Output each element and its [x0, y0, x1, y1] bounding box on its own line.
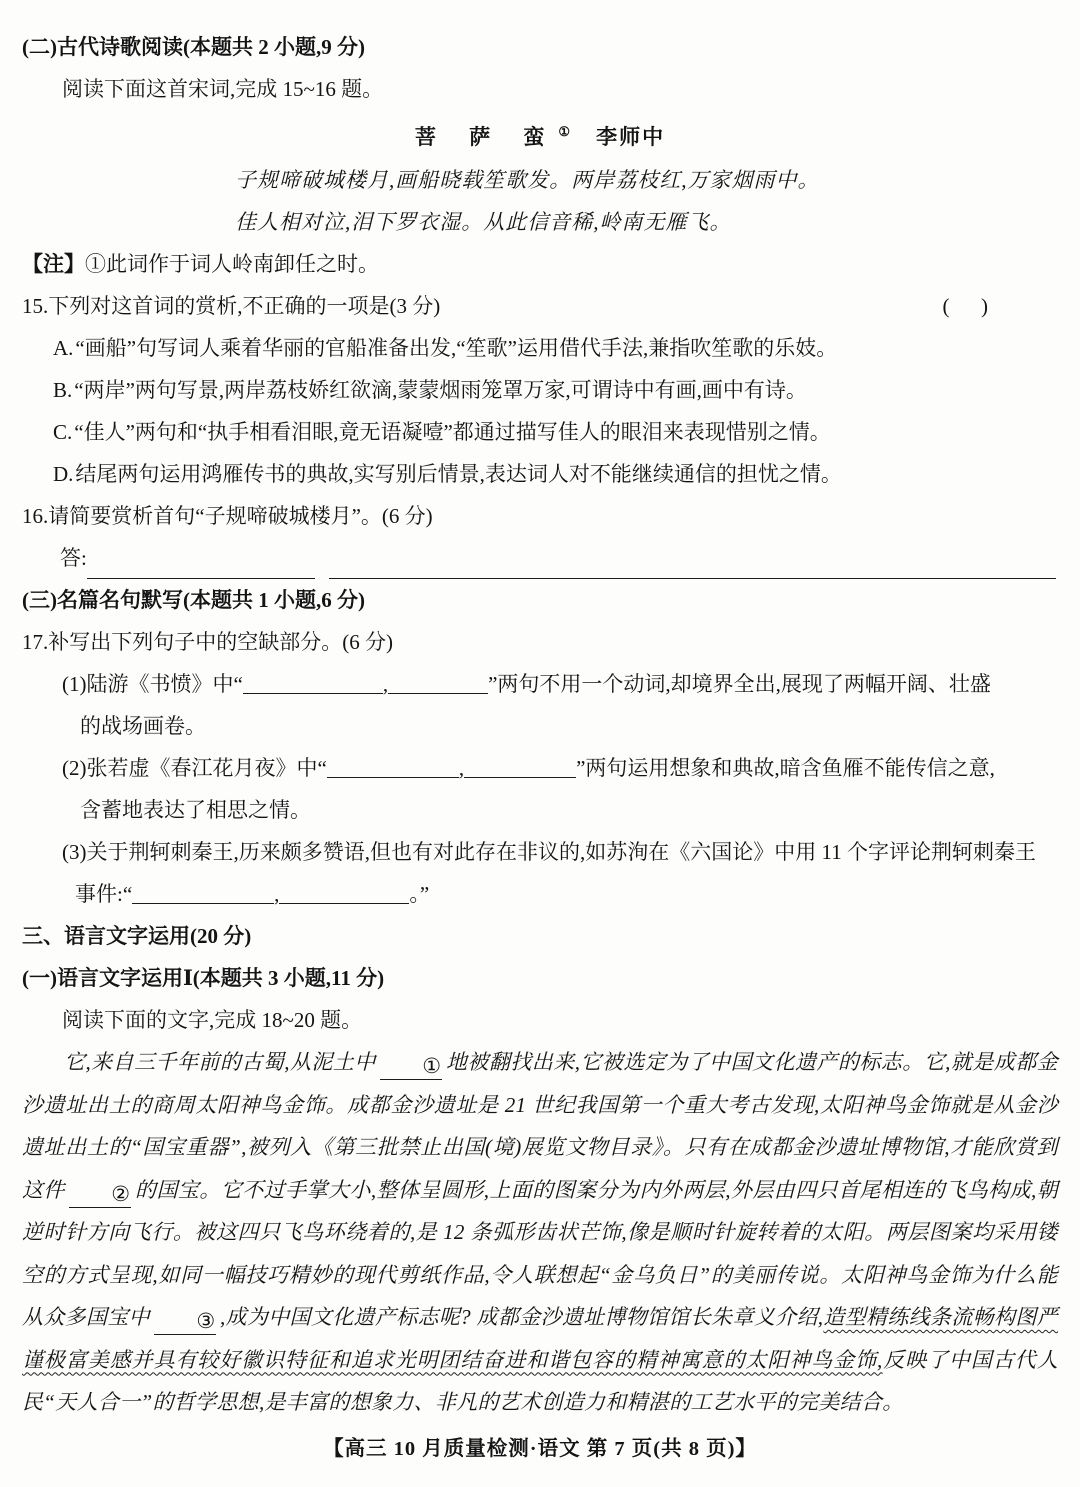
- q17-item-1-comma: ,: [382, 672, 389, 696]
- circled-blank-3: ③: [154, 1308, 216, 1335]
- question-15-stem-row: [22, 285, 1058, 327]
- poem-title-row: [22, 110, 1058, 159]
- answer-blank-line: [87, 544, 315, 579]
- poem-title: 菩 萨 蛮: [414, 125, 559, 149]
- q17-item-1-pre: (1)陆游《书愤》中“: [62, 672, 243, 696]
- option-a-text: “画船”句写词人乘着华丽的官船准备出发,“笙歌”运用借代手法,兼指吹笙歌的乐妓。: [75, 336, 838, 360]
- question-16-answer-row: [22, 537, 1058, 579]
- section-subheading-language-1: (一)语言文字运用Ⅰ(本题共 3 小题,11 分): [22, 966, 385, 990]
- poem-note: [22, 243, 1058, 285]
- q17-item-2-pre: (2)张若虚《春江花月夜》中“: [62, 756, 327, 780]
- fill-blank: [132, 882, 274, 904]
- option-d-text: 结尾两句运用鸿雁传书的典故,实写别后情景,表达词人对不能继续通信的担忧之情。: [75, 462, 842, 486]
- page-footer: 【高三 10 月质量检测·语文 第 7 页(共 8 页)】: [323, 1438, 757, 1460]
- fill-blank: [243, 672, 383, 694]
- question-16-stem: 16.请简要赏析首句“子规啼破城楼月”。(6 分): [22, 504, 433, 528]
- note-label: 【注】: [22, 252, 85, 276]
- q17-item-1-post: ”两句不用一个动词,却境界全出,展现了两幅开阔、壮盛: [488, 672, 991, 696]
- section-heading-dictation: (三)名篇名句默写(本题共 1 小题,6 分): [22, 588, 365, 612]
- poem-author: 李师中: [596, 125, 666, 149]
- option-b: [22, 369, 1058, 411]
- q17-item-2-cont: 含蓄地表达了相思之情。: [80, 798, 311, 822]
- option-c: [22, 411, 1058, 453]
- q17-item-3-line1: (3)关于荆轲刺秦王,历来颇多赞语,但也有对此存在非议的,如苏洵在《六国论》中用 11 个字评论荆轲刺秦王: [62, 840, 1036, 864]
- option-c-text: “佳人”两句和“执手相看泪眼,竟无语凝噎”都通过描写佳人的眼泪来表现惜别之情。: [74, 420, 831, 444]
- option-a-label: A.: [53, 336, 74, 360]
- poem-line: 佳人相对泣,泪下罗衣湿。从此信音稀,岭南无雁飞。: [235, 210, 732, 234]
- q17-item-1-cont: 的战场画卷。: [80, 714, 206, 738]
- poem-title-note-marker: ①: [558, 124, 571, 139]
- q17-item-2: [22, 747, 1058, 789]
- option-a: [22, 327, 1058, 369]
- circled-blank-2: ②: [69, 1181, 131, 1208]
- language-intro: 阅读下面的文字,完成 18~20 题。: [62, 1008, 363, 1032]
- answer-bracket: ( ): [942, 294, 988, 318]
- question-17-stem: 17.补写出下列句子中的空缺部分。(6 分): [22, 630, 393, 654]
- note-text: ①此词作于词人岭南卸任之时。: [85, 252, 379, 276]
- passage-seg-5: 反映了中国古代人民“天人合一”的哲学思想,是丰富的想象力、非凡的艺术创造力和精湛的工艺水平的完美结合。: [22, 1347, 1059, 1414]
- poetry-intro: 阅读下面这首宋词,完成 15~16 题。: [62, 77, 384, 101]
- passage-wavy-underlined-text: 造型精练线条流畅构图严谨极富美感并具有较好徽识特征和追求光明团结奋进和谐包容的精神寓意的太阳神鸟金饰,: [22, 1305, 1058, 1372]
- q17-item-3-line2: [22, 873, 1058, 915]
- fill-blank: [388, 672, 488, 694]
- fill-blank: [279, 882, 409, 904]
- section-heading-poetry: (二)古代诗歌阅读(本题共 2 小题,9 分): [22, 35, 365, 59]
- answer-blank-line: [329, 544, 1056, 579]
- reading-passage: [22, 1041, 1058, 1424]
- passage-seg-4: ,成为中国文化遗产标志呢? 成都金沙遗址博物馆馆长朱章义介绍,: [219, 1305, 824, 1329]
- option-c-label: C.: [53, 420, 73, 444]
- q17-item-2-post: ”两句运用想象和典故,暗含鱼雁不能传信之意,: [576, 756, 995, 780]
- q17-item-2-comma: ,: [458, 756, 465, 780]
- passage-seg-3: 的国宝。它不过手掌大小,整体呈圆形,上面的图案分为内外两层,外层由四只首尾相连的飞鸟构成,朝逆时针方向飞行。被这四只飞鸟环绕着的,是 12 条弧形齿状芒饰,像是顺时针旋转着的太阳。两层图案均采用镂空的方式呈现,如同一幅技巧精妙的现代剪纸作品,令人联想起“金乌负日”的美丽传说。太阳神鸟金饰为什么能从众多国宝中: [22, 1177, 1058, 1329]
- q17-item-1: [22, 663, 1058, 705]
- q17-item-3-comma: ,: [274, 882, 280, 906]
- circled-blank-1: ①: [380, 1053, 442, 1080]
- answer-label: 答:: [60, 546, 87, 570]
- poem-line: 子规啼破城楼月,画船晓载笙歌发。两岸荔枝红,万家烟雨中。: [235, 168, 820, 192]
- q17-item-3-pre: 事件:“: [75, 882, 133, 906]
- q17-item-3-post: 。”: [409, 882, 430, 906]
- question-15-stem: 15.下列对这首词的赏析,不正确的一项是(3 分): [22, 294, 441, 318]
- option-b-label: B.: [53, 378, 73, 402]
- option-b-text: “两岸”两句写景,两岸荔枝娇红欲滴,蒙蒙烟雨笼罩万家,可谓诗中有画,画中有诗。: [74, 378, 807, 402]
- passage-seg-1: 它,来自三千年前的古蜀,从泥土中: [64, 1050, 376, 1074]
- option-d-label: D.: [53, 462, 74, 486]
- option-d: [22, 453, 1058, 495]
- fill-blank: [464, 756, 576, 778]
- fill-blank: [327, 756, 459, 778]
- section-heading-language: 三、语言文字运用(20 分): [22, 924, 252, 948]
- passage-seg-2: 地被翻找出来,它被选定为了中国文化遗产的标志。它,就是成都金沙遗址出土的商周太阳神鸟金饰。成都金沙遗址是 21 世纪我国第一个重大考古发现,太阳神鸟金饰就是从金沙遗址出土的“国宝重器”,被列入《第三批禁止出国(境)展览文物目录》。只有在成都金沙遗址博物馆,才能欣赏到这件: [22, 1050, 1058, 1202]
